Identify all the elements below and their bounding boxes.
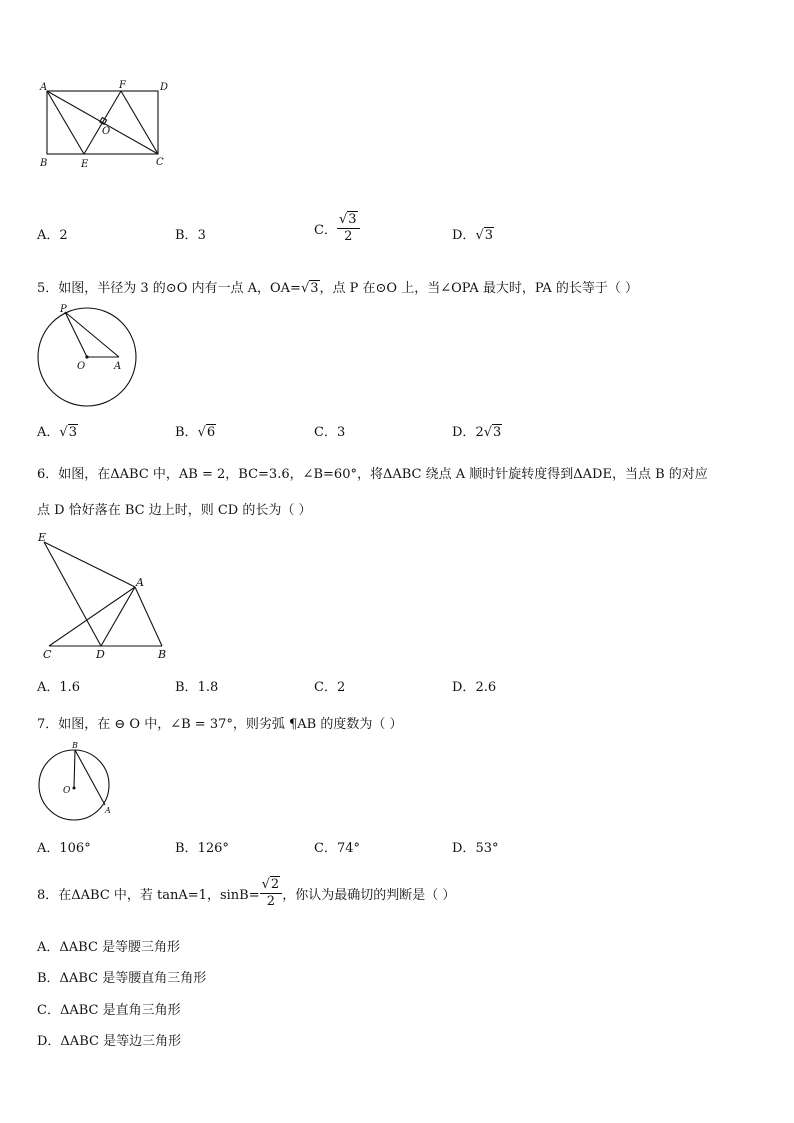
- q6-figure: [34, 528, 179, 663]
- segment-ea: [44, 542, 135, 587]
- label-b: B: [158, 648, 167, 661]
- q6-option-d[interactable]: D．2.6: [452, 680, 497, 695]
- label-b: B: [40, 158, 48, 169]
- segment-pa: [65, 312, 119, 357]
- fraction: $\frac{√2}{2}$: [260, 877, 283, 910]
- segment-fc: [121, 91, 158, 154]
- segment-po: [65, 312, 87, 357]
- q4-figure: [34, 78, 184, 173]
- q4-option-c[interactable]: C． $\frac{√3}{2}$: [314, 212, 360, 245]
- label-e: E: [81, 159, 89, 170]
- label-f: F: [119, 80, 126, 91]
- segment-fe: [84, 91, 121, 154]
- q5-option-b[interactable]: B．√6: [175, 425, 216, 440]
- q4-option-b[interactable]: B．3: [175, 228, 206, 243]
- q8-option-a[interactable]: A．ΔABC 是等腰三角形: [37, 940, 181, 955]
- q6-option-a[interactable]: A．1.6: [37, 680, 81, 695]
- label-a: A: [136, 576, 144, 589]
- label-o: O: [77, 361, 86, 372]
- segment-ba: [75, 750, 105, 805]
- q6-stem-line2: 点 D 恰好落在 BC 边上时，则 CD 的长为（ ）: [37, 503, 312, 518]
- segment-da: [101, 587, 135, 646]
- label-c: C: [43, 648, 52, 661]
- label-c: C: [156, 157, 164, 168]
- q7-option-b[interactable]: B．126°: [175, 841, 229, 856]
- label-b: B: [72, 741, 78, 750]
- q5-option-a[interactable]: A．√3: [37, 425, 77, 440]
- q5-option-d[interactable]: D．2√3: [452, 425, 502, 440]
- label-a: A: [105, 806, 111, 815]
- fraction: $\frac{√3}{2}$: [337, 212, 360, 245]
- q7-figure: [34, 738, 119, 828]
- q8-option-b[interactable]: B．ΔABC 是等腰直角三角形: [37, 971, 207, 986]
- center-dot: [85, 355, 88, 358]
- label-p: P: [60, 304, 67, 315]
- q7-option-d[interactable]: D．53°: [452, 841, 499, 856]
- q7-option-c[interactable]: C．74°: [314, 841, 360, 856]
- q5-figure: [34, 300, 144, 412]
- center-dot: [73, 787, 76, 790]
- label-a: A: [40, 82, 48, 93]
- q4-option-a[interactable]: A．2: [37, 228, 68, 243]
- label-e: E: [38, 531, 47, 544]
- label-o: O: [102, 126, 111, 137]
- q7-stem: 7．如图，在 ⊖ O 中，∠B = 37°，则劣弧 ¶AB 的度数为（ ）: [37, 717, 403, 732]
- segment-ab: [135, 587, 162, 646]
- label-d: D: [96, 648, 105, 661]
- q5-stem: 5．如图，半径为 3 的⊙O 内有一点 A，OA=√3，点 P 在⊙O 上，当∠OPA 最大时，PA 的长等于（ ）: [37, 281, 639, 296]
- segment-ae: [47, 91, 84, 154]
- q5-option-c[interactable]: C．3: [314, 425, 346, 440]
- label-o: O: [63, 786, 71, 796]
- q8-option-c[interactable]: C．ΔABC 是直角三角形: [37, 1003, 181, 1018]
- segment-ob: [74, 750, 75, 788]
- segment-ca: [49, 587, 135, 646]
- q7-option-a[interactable]: A．106°: [37, 841, 91, 856]
- label-a: A: [114, 361, 122, 372]
- q6-stem-line1: 6．如图，在ΔABC 中，AB = 2，BC=3.6，∠B=60°，将ΔABC 绕点 A 顺时针旋转度得到ΔADE，当点 B 的对应: [37, 467, 708, 482]
- q6-option-c[interactable]: C．2: [314, 680, 346, 695]
- q4-option-d[interactable]: D．√3: [452, 228, 494, 243]
- q8-option-d[interactable]: D．ΔABC 是等边三角形: [37, 1034, 182, 1049]
- q6-option-b[interactable]: B．1.8: [175, 680, 219, 695]
- q8-stem: 8．在ΔABC 中，若 tanA=1，sinB= $\frac{√2}{2}$ ，你认为最确切的判断是（ ）: [37, 877, 456, 909]
- label-d: D: [160, 82, 169, 93]
